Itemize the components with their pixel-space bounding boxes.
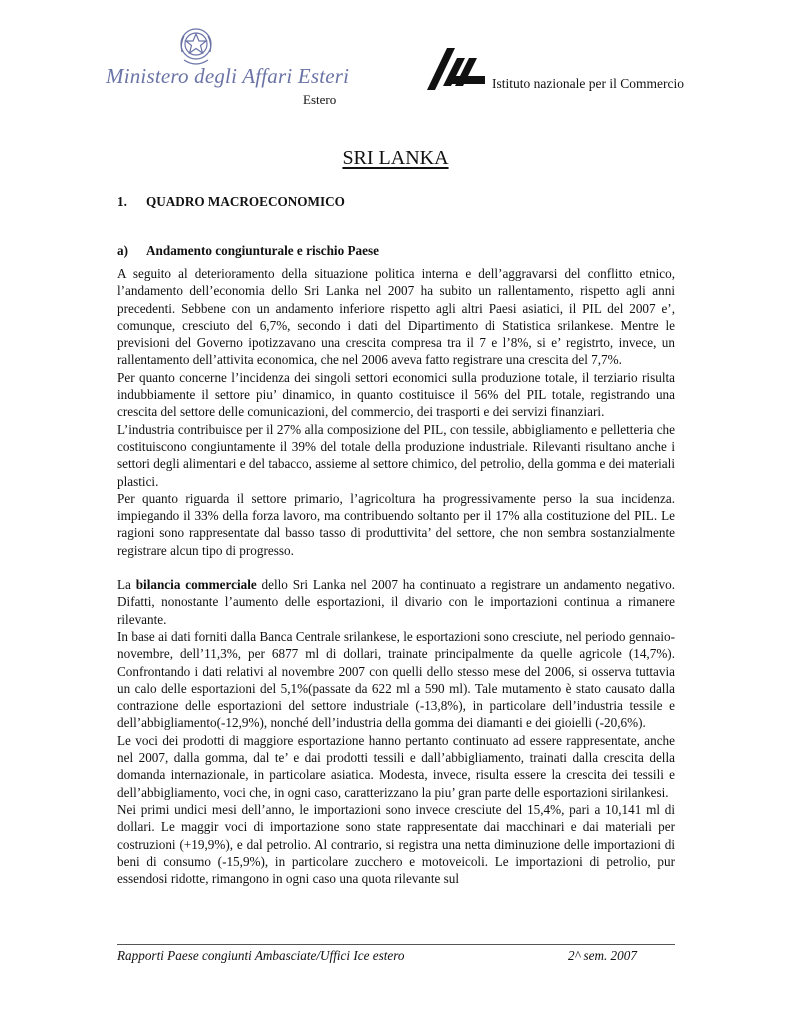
section-number: 1. (117, 194, 127, 209)
paragraph: A seguito al deterioramento della situazione politica interna e dell’aggravarsi del conflitto etnico, l’andamento dell’economia dello Sri Lanka nel 2007 ha subito un rallentamento, rispetto agli anni precedenti. Sebbene con un andamento inferiore rispetto agli altri Paesi asiatici, il PIL del 2007 e’, comunque, cresciuto del 6,7%, secondo i dati del Dipartimento di Statistica srilankese. Mentre le previsioni del Governo ipotizzavano una crescita compresa tra il 7 e l’8%, si e’ registrto, invece, un rallentamento dell’attivita economica, che nel 2006 aveva fatto registrare una crescita del 7,7%. (117, 266, 675, 368)
subsection-number: a) (117, 243, 128, 258)
ministry-sub-label: Estero (303, 92, 337, 107)
ministry-emblem-icon (176, 22, 216, 68)
section-title: QUADRO MACROECONOMICO (146, 194, 345, 209)
paragraph: Le voci dei prodotti di maggiore esportazione hanno pertanto continuato ad essere rappresentate, anche nel 2007, dalla gomma, dal te’ e dai prodotti tessili e dall’abbigliamento, trainati dalla crescita della domanda internazionale, in particolare asiatica. Modesta, invece, risulta essere la crescita dei tessili e dell’abbigliamento, voci che, in ogni caso, caratterizzano la piu’ gran parte delle esportazioni sirilankesi. (117, 732, 675, 800)
ice-logo-icon (425, 46, 487, 92)
trade-intro-after: dello Sri Lanka nel 2007 ha continuato a registrare un andamento negativo. Difatti, nonostante l’aumento delle esportazioni, il divario con le importazioni continua a rimanere rilevante. (117, 577, 675, 627)
footer-right-text: 2^ sem. 2007 (568, 948, 637, 963)
paragraph: Per quanto concerne l’incidenza dei singoli settori economici sulla produzione totale, il terziario risulta indubbiamente il settore piu’ dinamico, in quanto costituisce il 56% del PIL totale, registrando una crescita del settore delle comunicazioni, del commercio, dei trasporti e dei servizi finanziari. (117, 369, 675, 420)
ministry-logo-text: Ministero degli Affari Esteri (106, 64, 350, 88)
paragraph: L’industria contribuisce per il 27% alla composizione del PIL, con tessile, abbigliamento e pelletteria che costituiscono congiuntamente il 39% del totale della produzione industriale. Rilevanti risultano anche i settori degli alimentari e del tabacco, assieme al settore chimico, del petrolio, della gomma e dei materiali plastici. (117, 421, 675, 489)
body-text (117, 265, 675, 887)
footer-divider (117, 944, 675, 945)
paragraph: Per quanto riguarda il settore primario, l’agricoltura ha progressivamente perso la sua incidenza. impiegando il 33% della forza lavoro, ma contribuendo soltanto per il 17% alla costituzione del PIL. Le ragioni sono rappresentate dal basso tasso di produttivita’ del settore, che non sembra sostanzialmente registrare alcun tipo di progresso. (117, 490, 675, 558)
section-heading (117, 194, 345, 210)
trade-balance-paragraph (117, 576, 675, 628)
ice-institute-name: Istituto nazionale per il Commercio (492, 76, 684, 91)
page-title: SRI LANKA (342, 147, 449, 169)
footer-left-text: Rapporti Paese congiunti Ambasciate/Uffici Ice estero (117, 948, 405, 963)
subsection-heading (117, 243, 379, 259)
trade-intro-before: La (117, 577, 136, 593)
paragraph: In base ai dati forniti dalla Banca Centrale srilankese, le esportazioni sono cresciute, nel periodo gennaio-novembre, dell’11,3%, per 6877 ml di dollari, trainate principalmente da quelle agricole (14,7%). Confrontando i dati relativi al novembre 2007 con quelli dello stesso mese del 2006, si osserva tuttavia un calo delle esportazioni del 5,1%(passate da 622 ml a 590 ml). Tale mutamento è stato causato dalla contrazione delle esportazioni del settore industriale (-13,8%), in particolare dell’industria tessile e dell’abbigliamento(-12,9%), nonché dell’industria della gomma dei diamanti e dei gioielli (-20,6%). (117, 628, 675, 731)
paragraph: Nei primi undici mesi dell’anno, le importazioni sono invece cresciute del 15,4%, pari a 10,141 ml di dollari. Le maggir voci di importazione sono state rappresentate dai macchinari e dai materiali per costruzioni (+19,9%), e dal petrolio. Al contrario, si registra una netta diminuzione delle importazioni di beni di consumo (-15,9%), in particolare zucchero e motoveicoli. Le importazioni di petrolio, pur essendosi ridotte, rimangono in ogni caso una quota rilevante sul (117, 801, 675, 887)
subsection-title: Andamento congiunturale e rischio Paese (146, 243, 379, 258)
trade-intro-bold: bilancia commerciale (135, 577, 257, 593)
